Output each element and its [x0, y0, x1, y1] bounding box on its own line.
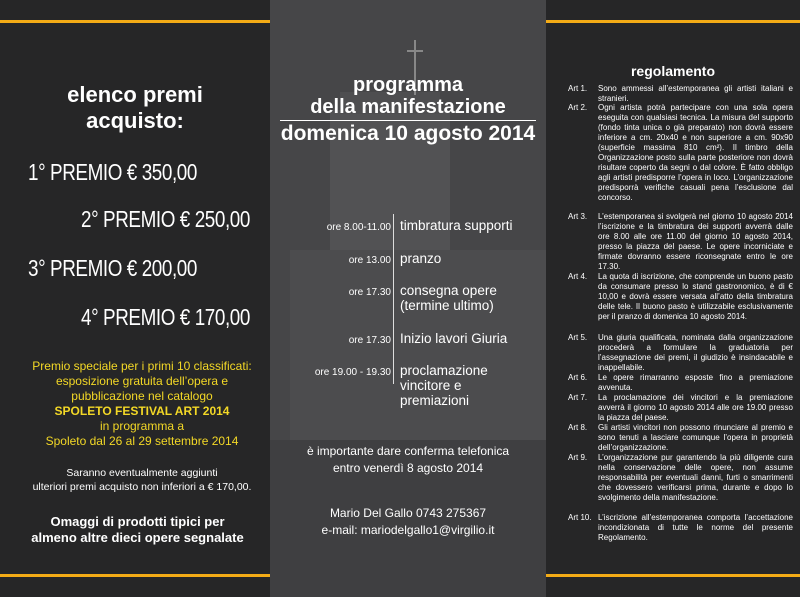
schedule-time: ore 19.00 - 19.30 — [314, 367, 391, 378]
extra-line-2: ulteriori premi acquisto non inferiori a € 170,00. — [32, 481, 252, 493]
bottom-accent-stripe — [546, 574, 800, 577]
article-text: L’estemporanea si svolgerà nel giorno 10 agosto 2014 l’iscrizione e la timbratura dei supporti avverrà dalle ore 8.00 alle ore 11.00 del giorno 10 agosto 2014, presso la piazza del paese. Le opere incorniciate e firmate dovranno essere riconsegnate entro le ore 17.30. — [598, 212, 793, 271]
schedule-event: Inizio lavori Giuria — [400, 331, 508, 346]
regulations-panel — [546, 0, 800, 597]
article-text: La quota di iscrizione, che comprende un buono pasto da consumare presso lo stand gastronomico, è di € 10,00 e dovrà essere versata all’atto della timbratura delle tele. Il buono pasto è utilizzabile esclusivamente per il pranzo di domenica 10 agosto 2014. — [598, 272, 793, 321]
special-line-1: Premio speciale per i primi 10 classificati: — [32, 359, 252, 373]
article-text: La proclamazione dei vincitori e la premiazione avverrà il giorno 10 agosto 2014 alle ore 19.00 presso la piazza del paese. — [598, 393, 793, 422]
prizes-title-line2: acquisto: — [86, 108, 184, 133]
prize-3: 3° PREMIO € 200,00 — [28, 255, 197, 281]
article-number: Art 4. — [568, 272, 588, 281]
confirmation-note — [270, 443, 546, 477]
omaggi-text — [10, 514, 265, 546]
contact-email[interactable]: e-mail: mariodelgallo1@virgilio.it — [321, 523, 495, 537]
article-number: Art 7. — [568, 393, 588, 402]
article — [568, 84, 793, 104]
omaggi-line-2: almeno altre dieci opere segnalate — [31, 530, 244, 545]
extra-line-1: Saranno eventualmente aggiunti — [66, 467, 218, 479]
article-number: Art 8. — [568, 423, 588, 432]
program-date: domenica 10 agosto 2014 — [280, 122, 536, 145]
article-number: Art 2. — [568, 103, 588, 112]
special-line-6: Spoleto dal 26 al 29 settembre 2014 — [45, 434, 239, 448]
prize-2: 2° PREMIO € 250,00 — [81, 206, 250, 232]
article-number: Art 6. — [568, 373, 588, 382]
cross-arm — [407, 50, 423, 52]
article-text: Ogni artista potrà partecipare con una sola opera eseguita con qualsiasi tecnica. La misura del supporto (fondo tinta unica o già preparato) non dovrà essere inferiore a cm. 20x40 e non superiore a cm. 90x90 (superficie massima 810 cm²). Il timbro della Organizzazione posto sulla parte posteriore non dovrà risultare coperto da segni o dal colore. È fatto obbligo agli artisti predisporre l’opera in loco. L’organizzazione predisporrà verifiche casuali pena l’esclusione dal concorso. — [598, 103, 793, 202]
article-number: Art 10. — [568, 513, 592, 522]
article — [568, 393, 793, 423]
regulations-title: regolamento — [630, 63, 715, 79]
omaggi-line-1: Omaggi di prodotti tipici per — [50, 514, 225, 529]
title-divider — [280, 120, 536, 121]
article-number: Art 1. — [568, 84, 588, 93]
schedule-time: ore 8.00-11.00 — [326, 222, 391, 233]
special-prize-text — [22, 359, 262, 449]
article-number: Art 9. — [568, 453, 588, 462]
schedule-time: ore 17.30 — [348, 287, 391, 298]
prize-1: 1° PREMIO € 350,00 — [28, 159, 197, 185]
contact-phone: Mario Del Gallo 0743 275367 — [329, 506, 487, 520]
top-accent-stripe — [0, 20, 270, 23]
article-number: Art 5. — [568, 333, 588, 342]
article-text: Una giuria qualificata, nominata dalla organizzazione procederà a formulare la graduatoria per l’assegnazione dei premi, il giudizio è insindacabile e inappellabile. — [598, 333, 793, 372]
prizes-panel — [0, 0, 270, 597]
prize-4: 4° PREMIO € 170,00 — [81, 304, 250, 330]
program-panel — [270, 0, 546, 597]
special-line-4: SPOLETO FESTIVAL ART 2014 — [54, 404, 230, 418]
special-line-5: in programma a — [99, 419, 185, 433]
schedule-time: ore 13.00 — [348, 255, 391, 266]
article-text: Le opere rimarranno esposte fino a premiazione avvenuta. — [598, 373, 793, 392]
article — [568, 212, 793, 272]
note-line-1: è importante dare conferma telefonica — [306, 444, 510, 458]
top-accent-stripe — [546, 20, 800, 23]
article-text: Sono ammessi all’estemporanea gli artisti italiani e stranieri. — [598, 84, 793, 103]
article-text: L’iscrizione all’estemporanea comporta l’accettazione incondizionata di tutte le norme del presente Regolamento. — [598, 513, 793, 542]
article — [568, 333, 793, 373]
schedule-event: pranzo — [400, 251, 442, 266]
article — [568, 373, 793, 393]
article-number: Art 3. — [568, 212, 588, 221]
article — [568, 272, 793, 322]
article — [568, 513, 793, 543]
special-line-3: pubblicazione nel catalogo — [71, 389, 213, 403]
prizes-title-line1: elenco premi — [67, 82, 203, 107]
note-line-2: entro venerdì 8 agosto 2014 — [332, 461, 484, 475]
church-body-shape — [290, 250, 546, 450]
program-title — [270, 74, 546, 145]
bottom-accent-stripe — [0, 574, 270, 577]
program-title-line1: programma — [352, 74, 464, 96]
article-text: Gli artisti vincitori non possono rinunciare al premio e sono tenuti a lasciare comunque l’opera in proprietà dell’organizzazione. — [598, 423, 793, 452]
article — [568, 453, 793, 503]
article — [568, 423, 793, 453]
extra-prizes-text — [22, 466, 262, 494]
schedule-event: consegna opere (termine ultimo) — [400, 283, 497, 313]
schedule-divider — [393, 214, 394, 384]
schedule-time: ore 17.30 — [348, 335, 391, 346]
schedule-event: proclamazione vincitore e premiazioni — [400, 363, 488, 408]
article-text: L’organizzazione pur garantendo la più diligente cura nella conservazione delle opere, non assume responsabilità per eventuali danni, furti o smarrimenti che dovessero verificarsi prima, durante e dopo lo svolgimento della manifestazione. — [598, 453, 793, 502]
program-title-line2: della manifestazione — [310, 96, 506, 118]
article — [568, 103, 793, 203]
schedule-event: timbratura supporti — [400, 218, 513, 233]
contact-info — [270, 505, 546, 539]
special-line-2: esposizione gratuita dell’opera e — [55, 374, 229, 388]
